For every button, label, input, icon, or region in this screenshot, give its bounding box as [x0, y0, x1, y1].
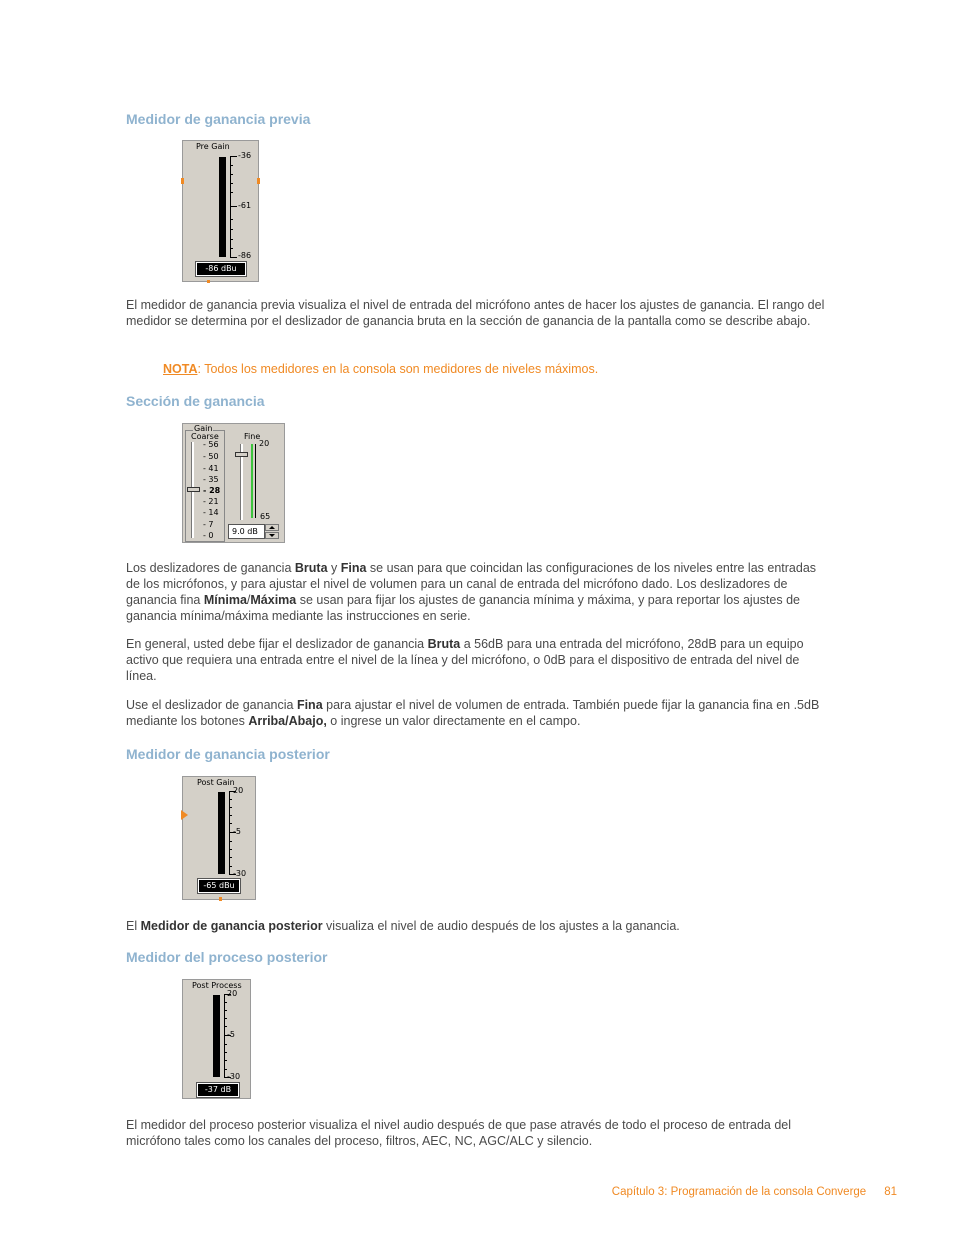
- meter-title: Post Gain: [197, 778, 235, 787]
- post-process-heading: Medidor del proceso posterior: [126, 949, 328, 965]
- coarse-label: Coarse: [191, 432, 219, 441]
- tick-label: -5: [233, 827, 241, 836]
- coarse-tick: - 14: [203, 508, 219, 517]
- coarse-slider-thumb[interactable]: [187, 487, 200, 492]
- note: [163, 362, 598, 376]
- post-gain-description: El Medidor de ganancia posterior visualiza el nivel de audio después de los ajustes a la ganancia.: [126, 919, 680, 933]
- arrow-down-icon: [266, 533, 278, 538]
- page-footer: [612, 1186, 897, 1198]
- level-marker-arrow-icon: [181, 810, 189, 820]
- fine-value-input[interactable]: 9.0 dB: [228, 524, 265, 539]
- coarse-tick: - 56: [203, 440, 219, 449]
- level-marker-left: [181, 178, 184, 184]
- meter-bar: [213, 995, 220, 1077]
- meter-bar: [218, 792, 225, 874]
- meter-readout: -86 dBu: [196, 262, 246, 276]
- gain-paragraph-1: Los deslizadores de ganancia Bruta y Fina se usan para que coincidan las configuraciones de los niveles entre las entradas de los micrófonos, y para ajustar el nivel de volumen para un canal de entrada del micrófono dado. Los deslizadores de ganancia fina Mínima/Máxima se usan para fijar los ajustes de ganancia mínima y máxima, y para reportar los ajustes de ganancia mínima/máxima mediante las instrucciones en serie.: [126, 561, 817, 623]
- fine-label: Fine: [244, 432, 261, 441]
- coarse-tick: - 41: [203, 464, 219, 473]
- fine-up-button[interactable]: [265, 524, 279, 531]
- pre-gain-meter: [182, 140, 259, 282]
- gain-section-heading: Sección de ganancia: [126, 393, 265, 409]
- coarse-tick: - 0: [203, 531, 214, 540]
- meter-title: Post Process: [192, 981, 242, 990]
- gain-paragraph-2: En general, usted debe fijar el deslizador de ganancia Bruta a 56dB para una entrada del micrófono, 28dB para un equipo activo que requiera una entrada entre el nivel de la línea y del micrófono, o 0dB para el dispositivo de entrada del nivel de línea.: [126, 637, 804, 683]
- meter-readout: -65 dBu: [198, 879, 240, 893]
- post-process-meter: [182, 979, 251, 1099]
- tick-label: 20: [233, 786, 244, 795]
- tick-label: -61: [238, 201, 252, 210]
- post-gain-heading: Medidor de ganancia posterior: [126, 746, 330, 762]
- meter-scale: [230, 156, 231, 258]
- post-gain-meter: [182, 776, 256, 900]
- fine-scale: [255, 444, 256, 518]
- tick-label: -86: [238, 251, 252, 260]
- note-label: NOTA: [163, 362, 198, 376]
- level-marker-right: [257, 178, 260, 184]
- meter-title: Pre Gain: [196, 142, 230, 151]
- arrow-up-icon: [266, 525, 278, 530]
- level-marker-bottom: [207, 280, 210, 283]
- fine-down-button[interactable]: [265, 532, 279, 539]
- gain-widget: [182, 423, 285, 543]
- gain-group-label: Gain: [194, 424, 213, 433]
- coarse-tick: - 21: [203, 497, 219, 506]
- coarse-tick: - 35: [203, 475, 219, 484]
- meter-bar: [219, 157, 226, 257]
- gain-paragraph-3: Use el deslizador de ganancia Fina para ajustar el nivel de volumen de entrada. También puede fijar la ganancia fina en .5dB mediante los botones Arriba/Abajo, o ingrese un valor directamente en el campo.: [126, 698, 820, 728]
- pre-gain-heading: Medidor de ganancia previa: [126, 111, 311, 127]
- tick-label: 20: [227, 989, 238, 998]
- tick-label: -36: [238, 151, 252, 160]
- pre-gain-description: El medidor de ganancia previa visualiza el nivel de entrada del micrófono antes de hacer los ajustes de ganancia. El rango del medidor se determina por el deslizador de ganancia bruta en la sección de ganancia de la pantalla como se describe abajo.: [126, 298, 825, 328]
- post-process-description: El medidor del proceso posterior visualiza el nivel audio después de que pase através de todo el proceso de entrada del micrófono tales como los canales del proceso, filtros, AEC, NC, AGC/ALC y silencio.: [126, 1118, 792, 1148]
- tick-label: -30: [227, 1072, 241, 1081]
- meter-scale: [224, 994, 225, 1078]
- meter-scale: [229, 791, 230, 875]
- tick-label: -5: [227, 1030, 235, 1039]
- fine-bottom-label: 65: [260, 512, 271, 521]
- coarse-tick: - 28: [203, 486, 221, 495]
- note-text: : Todos los medidores en la consola son medidores de niveles máximos.: [197, 362, 599, 376]
- fine-slider-thumb[interactable]: [235, 452, 248, 457]
- meter-readout: -37 dB: [197, 1083, 239, 1097]
- tick-label: -30: [233, 869, 247, 878]
- page-number: 81: [884, 1186, 897, 1198]
- fine-top-label: 20: [259, 439, 270, 448]
- footer-chapter: Capítulo 3: Programación de la consola Converge: [611, 1186, 867, 1198]
- coarse-tick: - 50: [203, 452, 219, 461]
- level-marker-bottom: [219, 897, 222, 901]
- coarse-tick: - 7: [203, 520, 214, 529]
- fine-level-bar: [251, 444, 253, 518]
